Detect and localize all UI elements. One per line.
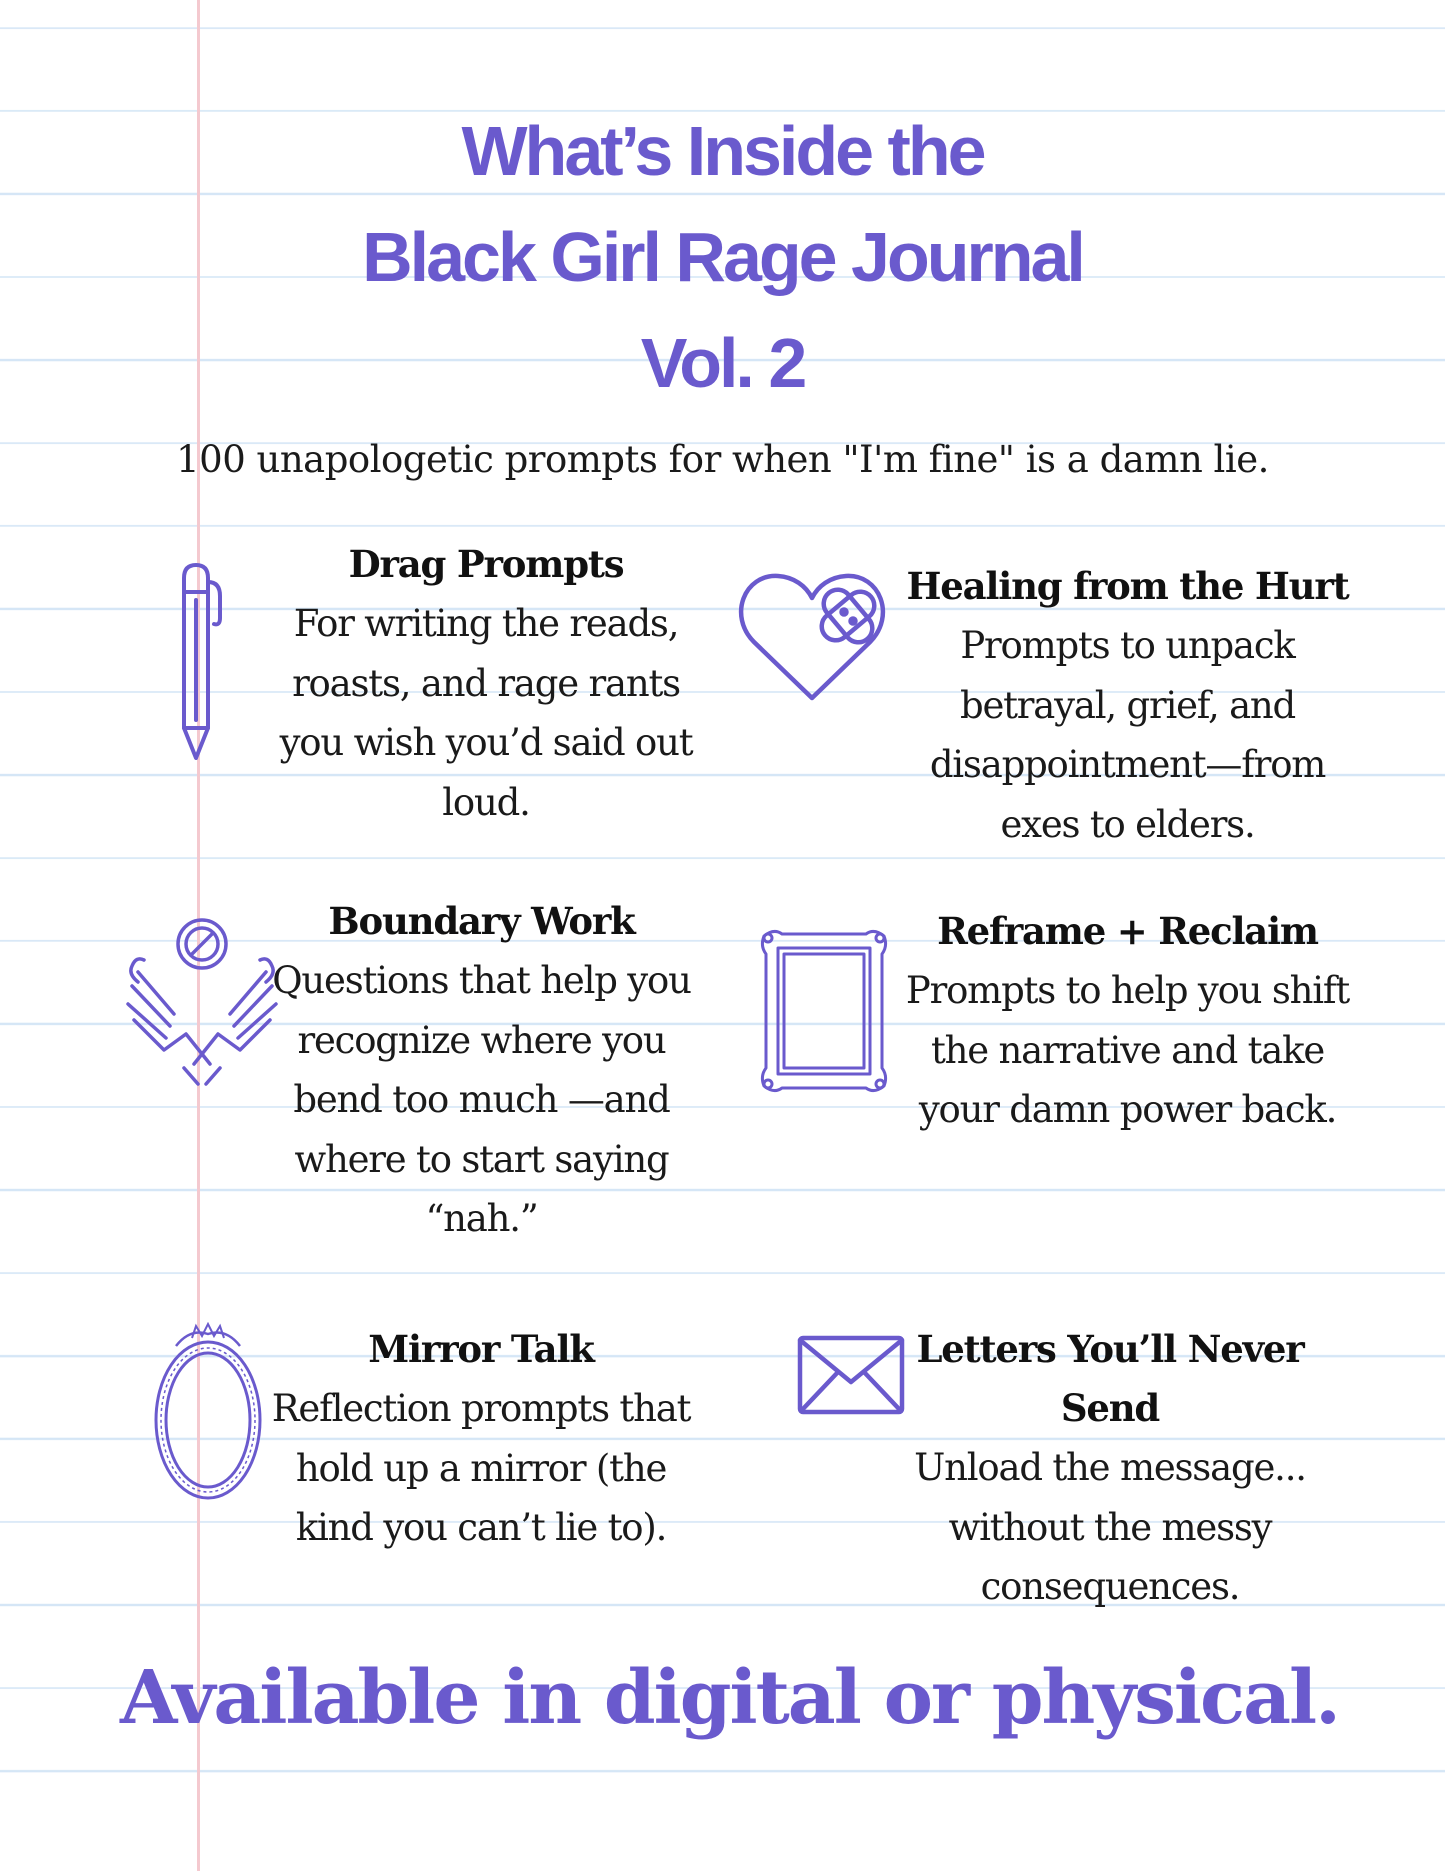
section-letters-youll-never-send <box>895 1320 1325 1617</box>
title-line-1: What’s Inside the <box>461 112 984 190</box>
section-healing-from-the-hurt <box>890 557 1365 854</box>
section-heading: Healing from the Hurt <box>906 564 1349 608</box>
title-line-3: Vol. 2 <box>640 324 805 402</box>
section-reframe-reclaim <box>900 902 1355 1140</box>
subtitle: 100 unapologetic prompts for when "I'm fine" is a damn lie. <box>176 438 1269 481</box>
crossed-hands-stop-icon <box>124 916 280 1086</box>
bandaged-heart-icon <box>736 568 888 704</box>
section-heading: Boundary Work <box>328 899 635 943</box>
section-body: Reflection prompts that hold up a mirror (the kind you can’t lie to). <box>271 1387 691 1549</box>
section-heading: Reframe + Reclaim <box>937 909 1318 953</box>
section-heading: Drag Prompts <box>348 542 624 586</box>
section-body: Unload the message... without the messy consequences. <box>914 1446 1306 1608</box>
page-title <box>0 98 1445 416</box>
section-drag-prompts <box>256 535 716 832</box>
picture-frame-icon <box>758 926 890 1096</box>
section-body: Prompts to unpack betrayal, grief, and disappointment—from exes to elders. <box>929 624 1326 846</box>
title-line-2: Black Girl Rage Journal <box>362 218 1083 296</box>
section-body: Prompts to help you shift the narrative and take your damn power back. <box>905 969 1350 1131</box>
section-boundary-work <box>264 892 699 1249</box>
pencil-icon <box>172 560 232 760</box>
section-body: For writing the reads, roasts, and rage rants you wish you’d said out loud. <box>279 602 693 824</box>
availability-footer: Available in digital or physical. <box>120 1655 1339 1741</box>
oval-mirror-icon <box>146 1322 270 1502</box>
section-mirror-talk <box>266 1320 696 1558</box>
section-heading: Letters You’ll Never Send <box>916 1327 1304 1430</box>
section-heading: Mirror Talk <box>368 1327 594 1371</box>
envelope-icon <box>796 1334 906 1416</box>
section-body: Questions that help you recognize where you bend too much —and where to start saying “nah.” <box>272 959 691 1240</box>
